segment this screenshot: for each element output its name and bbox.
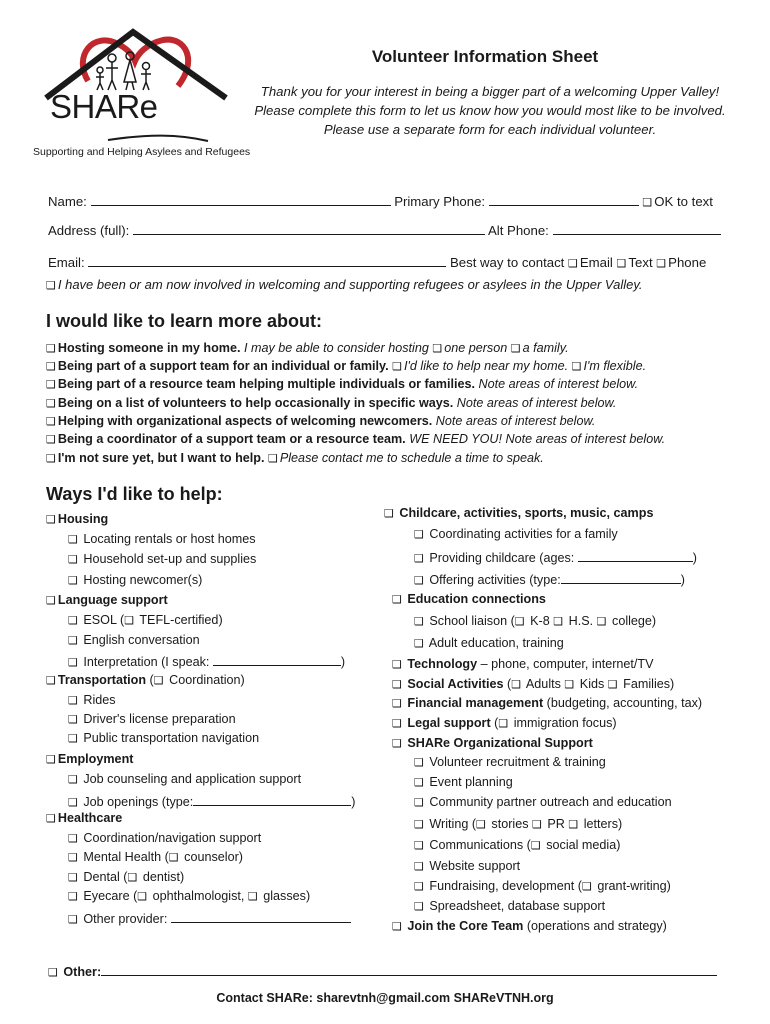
esol-label: ESOL (: [83, 613, 125, 627]
ways-employment: [46, 752, 133, 766]
name-row: [48, 193, 713, 209]
counselor-label: counselor): [184, 850, 243, 864]
license-label: Driver's license preparation: [83, 712, 236, 726]
ways-legal: ❑ Legal support (❑ immigration focus): [392, 716, 617, 730]
ways-language-conversation: [68, 633, 200, 647]
checkbox-icon[interactable]: ❑: [392, 360, 402, 373]
address-field[interactable]: [133, 222, 485, 235]
ways-language-interpretation: ❑ Interpretation (I speak: ): [68, 655, 346, 669]
grant-writing-label: grant-writing): [597, 879, 671, 893]
checkbox-icon[interactable]: ❑: [414, 880, 424, 893]
learn-hosting: [46, 341, 569, 355]
ways-health-eyecare: [68, 889, 310, 903]
alt-phone-label: Alt Phone:: [487, 223, 549, 238]
best-way-label: Best way to contact: [449, 255, 565, 270]
resource-team-label: Being part of a resource team helping multiple individuals or families.: [57, 377, 475, 391]
openings-label: Job openings (type:: [83, 795, 194, 809]
checkbox-icon[interactable]: ❑: [46, 753, 56, 766]
primary-phone-field[interactable]: [489, 193, 639, 206]
checkbox-icon[interactable]: ❑: [247, 890, 258, 903]
other-label: Other:: [63, 965, 102, 979]
outreach-label: Community partner outreach and education: [429, 795, 672, 809]
checkbox-icon[interactable]: ❑: [414, 860, 424, 873]
checkbox-icon[interactable]: ❑: [414, 839, 424, 852]
checkbox-icon[interactable]: ❑: [46, 674, 56, 687]
housing-label: Housing: [57, 512, 109, 526]
org-support-label: SHARe Organizational Support: [407, 736, 593, 750]
checkbox-icon[interactable]: ❑: [124, 614, 135, 627]
social-media-label: social media): [546, 838, 621, 852]
checkbox-icon[interactable]: ❑: [616, 257, 627, 270]
checkbox-icon[interactable]: ❑: [414, 900, 424, 913]
ways-employment-openings: ❑ Job openings (type: ): [68, 795, 356, 809]
ways-childcare: [384, 506, 653, 520]
technology-desc: – phone, computer, internet/TV: [480, 657, 654, 671]
dentist-label: dentist): [142, 870, 185, 884]
checkbox-icon[interactable]: ❑: [68, 832, 78, 845]
hosting-label: Hosting someone in my home.: [57, 341, 241, 355]
volunteer-list-note: Note areas of interest below.: [456, 396, 617, 410]
ways-transport-rides: [68, 693, 116, 707]
involved-row: [46, 277, 643, 292]
child-coord-label: Coordinating activities for a family: [429, 527, 618, 541]
k8-label: K-8: [530, 614, 550, 628]
technology-label: Technology: [407, 657, 478, 671]
checkbox-icon[interactable]: ❑: [392, 593, 402, 606]
ways-education: [392, 592, 546, 606]
checkbox-icon[interactable]: ❑: [267, 452, 278, 465]
footer-contact: Contact SHARe: sharevtnh@gmail.com SHAReVTNH.org: [216, 991, 554, 1005]
families-label: Families): [623, 677, 675, 691]
involved-statement: I have been or am now involved in welcoming and supporting refugees or asylees in the Upper Valley.: [57, 277, 643, 292]
financial-label: Financial management: [407, 696, 544, 710]
ways-org-support: [392, 736, 593, 750]
checkbox-icon[interactable]: ❑: [414, 776, 424, 789]
openings-field[interactable]: [193, 793, 351, 806]
checkbox-icon[interactable]: ❑: [46, 397, 56, 410]
checkbox-icon[interactable]: ❑: [514, 615, 525, 628]
checkbox-icon[interactable]: ❑: [46, 342, 56, 355]
ophthalmologist-label: ophthalmologist,: [152, 889, 245, 903]
ok-to-text-label: OK to text: [654, 194, 713, 209]
checkbox-icon[interactable]: ❑: [498, 717, 509, 730]
legal-desc: immigration focus): [513, 716, 617, 730]
checkbox-icon[interactable]: ❑: [568, 257, 578, 270]
communications-label: Communications (: [429, 838, 531, 852]
checkbox-icon[interactable]: ❑: [414, 552, 424, 565]
transportation-coordination-label: Coordination): [169, 673, 245, 687]
writing-label: Writing (: [429, 817, 477, 831]
ways-org-spreadsheet: [414, 899, 605, 913]
hs-label: H.S.: [568, 614, 594, 628]
financial-desc: (budgeting, accounting, tax): [546, 696, 703, 710]
glasses-label: glasses): [263, 889, 311, 903]
checkbox-icon[interactable]: ❑: [392, 717, 402, 730]
learn-organizational: [46, 414, 595, 428]
ways-language: [46, 593, 168, 607]
email-row: [48, 254, 706, 270]
checkbox-icon[interactable]: ❑: [414, 796, 424, 809]
core-team-desc: (operations and strategy): [526, 919, 667, 933]
dental-label: Dental (: [83, 870, 128, 884]
ways-org-events: [414, 775, 513, 789]
ways-heading: Ways I'd like to help:: [46, 484, 223, 504]
spreadsheet-label: Spreadsheet, database support: [429, 899, 606, 913]
checkbox-icon[interactable]: ❑: [46, 812, 56, 825]
learn-support-team: [46, 359, 646, 373]
checkbox-icon[interactable]: ❑: [68, 796, 78, 809]
checkbox-icon[interactable]: ❑: [68, 574, 78, 587]
name-label: Name:: [48, 194, 87, 209]
adults-label: Adults: [525, 677, 561, 691]
other-provider-field[interactable]: [171, 910, 351, 923]
checkbox-icon[interactable]: ❑: [414, 637, 424, 650]
support-flexible: I'm flexible.: [583, 359, 647, 373]
checkbox-icon[interactable]: ❑: [581, 880, 592, 893]
checkbox-icon[interactable]: ❑: [607, 678, 618, 691]
college-label: college): [612, 614, 657, 628]
checkbox-icon[interactable]: ❑: [46, 513, 56, 526]
ways-org-writing: [414, 817, 622, 831]
checkbox-icon[interactable]: ❑: [68, 890, 78, 903]
checkbox-icon[interactable]: ❑: [68, 634, 78, 647]
checkbox-icon[interactable]: ❑: [153, 674, 164, 687]
checkbox-icon[interactable]: ❑: [414, 574, 424, 587]
stories-label: stories: [491, 817, 529, 831]
ways-org-website: [414, 859, 520, 873]
learn-resource-team: [46, 377, 638, 391]
education-label: Education connections: [407, 592, 546, 606]
other-provider-label: Other provider:: [83, 912, 168, 926]
checkbox-icon[interactable]: ❑: [46, 594, 56, 607]
checkbox-icon[interactable]: ❑: [530, 839, 541, 852]
transportation-label: Transportation: [57, 673, 147, 687]
name-field[interactable]: [91, 193, 391, 206]
alt-phone-field[interactable]: [553, 222, 721, 235]
ways-social: ❑ Social Activities (❑ Adults ❑ Kids ❑ Families): [392, 677, 675, 691]
checkbox-icon[interactable]: ❑: [564, 678, 575, 691]
checkbox-icon[interactable]: ❑: [68, 871, 78, 884]
checkbox-icon[interactable]: ❑: [46, 279, 56, 292]
ways-financial: [392, 696, 702, 710]
checkbox-icon[interactable]: ❑: [68, 732, 78, 745]
ways-child-offering: ❑ Offering activities (type: ): [414, 573, 685, 587]
address-row: [48, 222, 721, 238]
ways-org-outreach: [414, 795, 672, 809]
checkbox-icon[interactable]: ❑: [532, 818, 542, 831]
interpretation-field[interactable]: [213, 653, 341, 666]
healthcare-label: Healthcare: [57, 811, 123, 825]
health-coordination-label: Coordination/navigation support: [83, 831, 262, 845]
checkbox-icon[interactable]: ❑: [568, 818, 579, 831]
conversation-label: English conversation: [83, 633, 200, 647]
kids-label: Kids: [579, 677, 605, 691]
recruitment-label: Volunteer recruitment & training: [429, 755, 606, 769]
checkbox-icon[interactable]: ❑: [414, 528, 424, 541]
checkbox-icon[interactable]: ❑: [432, 342, 443, 355]
checkbox-icon[interactable]: ❑: [68, 713, 78, 726]
childcare-ages-field[interactable]: [578, 549, 693, 562]
hosting-one-person: one person: [444, 341, 508, 355]
ways-health-mental: [68, 850, 243, 864]
ways-org-recruitment: [414, 755, 606, 769]
housing-rentals-label: Locating rentals or host homes: [83, 532, 256, 546]
primary-phone-label: Primary Phone:: [394, 194, 486, 209]
legal-label: Legal support: [407, 716, 491, 730]
checkbox-icon[interactable]: ❑: [68, 851, 78, 864]
liaison-label: School liaison (: [429, 614, 515, 628]
checkbox-icon[interactable]: ❑: [137, 890, 148, 903]
resource-team-note: Note areas of interest below.: [478, 377, 639, 391]
ways-healthcare: [46, 811, 122, 825]
child-providing-label: Providing childcare (ages:: [429, 551, 575, 565]
ways-health-coordination: [68, 831, 261, 845]
checkbox-icon[interactable]: ❑: [46, 378, 56, 391]
organizational-label: Helping with organizational aspects of welcoming newcomers.: [57, 414, 433, 428]
contact-phone-option: Phone: [668, 255, 707, 270]
learn-more-heading: I would like to learn more about:: [46, 311, 323, 331]
checkbox-icon[interactable]: ❑: [392, 678, 402, 691]
coordinator-note: WE NEED YOU! Note areas of interest below.: [409, 432, 666, 446]
rides-label: Rides: [83, 693, 116, 707]
email-field[interactable]: [88, 254, 446, 267]
checkbox-icon[interactable]: ❑: [414, 756, 424, 769]
contact-text-option: Text: [628, 255, 653, 270]
ways-technology: [392, 657, 654, 671]
child-offering-label: Offering activities (type:: [429, 573, 561, 587]
counseling-label: Job counseling and application support: [83, 772, 302, 786]
interpretation-label: Interpretation (I speak:: [83, 655, 210, 669]
checkbox-icon[interactable]: ❑: [553, 615, 564, 628]
checkbox-icon[interactable]: ❑: [68, 694, 78, 707]
pr-label: PR: [547, 817, 565, 831]
ways-housing-hosting: [68, 573, 202, 587]
logo-text: SHARe: [50, 88, 158, 125]
letters-label: letters): [583, 817, 623, 831]
checkbox-icon[interactable]: ❑: [392, 697, 402, 710]
tagline: Supporting and Helping Asylees and Refugees: [33, 146, 251, 158]
address-label: Address (full):: [48, 223, 130, 238]
volunteer-list-label: Being on a list of volunteers to help occasionally in specific ways.: [57, 396, 454, 410]
ways-org-fundraising: [414, 879, 671, 893]
checkbox-icon[interactable]: ❑: [596, 615, 607, 628]
adult-education-label: Adult education, training: [428, 636, 564, 650]
checkbox-icon[interactable]: ❑: [476, 818, 486, 831]
checkbox-icon[interactable]: ❑: [414, 818, 424, 831]
coordinator-label: Being a coordinator of a support team or a resource team.: [57, 432, 406, 446]
employment-label: Employment: [57, 752, 134, 766]
support-team-label: Being part of a support team for an individual or family.: [57, 359, 389, 373]
mental-health-label: Mental Health (: [83, 850, 169, 864]
checkbox-icon[interactable]: ❑: [68, 553, 78, 566]
page-title: Volunteer Information Sheet: [371, 47, 599, 66]
other-field[interactable]: [101, 963, 717, 976]
share-logo: [38, 26, 238, 146]
eyecare-label: Eyecare (: [83, 889, 138, 903]
housing-hosting-label: Hosting newcomer(s): [83, 573, 203, 587]
intro-line-2: Please complete this form to let us know how you would most like to be involved.: [254, 103, 726, 118]
ways-transport-public: [68, 731, 259, 745]
ways-transport-license: [68, 712, 236, 726]
social-label: Social Activities: [407, 677, 504, 691]
checkbox-icon[interactable]: ❑: [168, 851, 179, 864]
hosting-family: a family.: [522, 341, 569, 355]
checkbox-icon[interactable]: ❑: [48, 966, 58, 979]
contact-email-option: Email: [579, 255, 613, 270]
housing-setup-label: Household set-up and supplies: [83, 552, 257, 566]
tefl-label: TEFL-certified): [139, 613, 223, 627]
checkbox-icon[interactable]: ❑: [392, 658, 402, 671]
ways-health-other: [68, 910, 351, 926]
ways-transportation: ❑ Transportation (❑ Coordination): [46, 673, 245, 687]
checkbox-icon[interactable]: ❑: [384, 507, 394, 520]
ways-language-esol: [68, 613, 223, 627]
childcare-label: Childcare, activities, sports, music, camps: [399, 506, 654, 520]
organizational-note: Note areas of interest below.: [435, 414, 596, 428]
checkbox-icon[interactable]: ❑: [68, 656, 78, 669]
checkbox-icon[interactable]: ❑: [46, 452, 56, 465]
core-team-label: Join the Core Team: [407, 919, 524, 933]
checkbox-icon[interactable]: ❑: [46, 415, 56, 428]
ways-housing: [46, 512, 108, 526]
ways-child-providing: ❑ Providing childcare (ages: ): [414, 551, 697, 565]
checkbox-icon[interactable]: ❑: [642, 196, 653, 209]
intro-line-3: Please use a separate form for each individual volunteer.: [323, 122, 657, 137]
hosting-note: I may be able to consider hosting: [244, 341, 429, 355]
language-label: Language support: [57, 593, 168, 607]
ways-org-comms: [414, 838, 620, 852]
email-label: Email:: [48, 255, 85, 270]
learn-unsure: [46, 451, 544, 465]
website-label: Website support: [429, 859, 521, 873]
checkbox-icon[interactable]: ❑: [68, 614, 78, 627]
ways-edu-liaison: [414, 614, 656, 628]
unsure-label: I'm not sure yet, but I want to help.: [57, 451, 265, 465]
checkbox-icon[interactable]: ❑: [127, 871, 138, 884]
learn-volunteer-list: [46, 396, 616, 410]
ways-core-team: [392, 919, 667, 933]
house-heart-logo-icon: [38, 26, 238, 146]
ways-housing-setup: [68, 552, 256, 566]
ways-edu-adult: [414, 636, 564, 650]
checkbox-icon[interactable]: ❑: [571, 360, 582, 373]
ways-health-dental: [68, 870, 184, 884]
event-planning-label: Event planning: [429, 775, 513, 789]
ways-child-coord: [414, 527, 618, 541]
checkbox-icon[interactable]: ❑: [510, 342, 521, 355]
checkbox-icon[interactable]: ❑: [656, 257, 667, 270]
checkbox-icon[interactable]: ❑: [68, 533, 78, 546]
ways-employment-counseling: [68, 772, 301, 786]
ways-housing-rentals: [68, 532, 256, 546]
unsure-note: Please contact me to schedule a time to speak.: [279, 451, 544, 465]
checkbox-icon[interactable]: ❑: [68, 913, 78, 926]
support-near-home: I'd like to help near my home.: [404, 359, 569, 373]
fundraising-label: Fundraising, development (: [429, 879, 582, 893]
checkbox-icon[interactable]: ❑: [46, 433, 56, 446]
checkbox-icon[interactable]: ❑: [392, 920, 402, 933]
activities-type-field[interactable]: [561, 571, 681, 584]
checkbox-icon[interactable]: ❑: [46, 360, 56, 373]
checkbox-icon[interactable]: ❑: [511, 678, 522, 691]
checkbox-icon[interactable]: ❑: [392, 737, 402, 750]
public-transport-label: Public transportation navigation: [83, 731, 260, 745]
checkbox-icon[interactable]: ❑: [68, 773, 78, 786]
learn-coordinator: [46, 432, 665, 446]
checkbox-icon[interactable]: ❑: [414, 615, 424, 628]
ways-other: [48, 963, 717, 979]
intro-line-1: Thank you for your interest in being a bigger part of a welcoming Upper Valley!: [260, 84, 720, 99]
